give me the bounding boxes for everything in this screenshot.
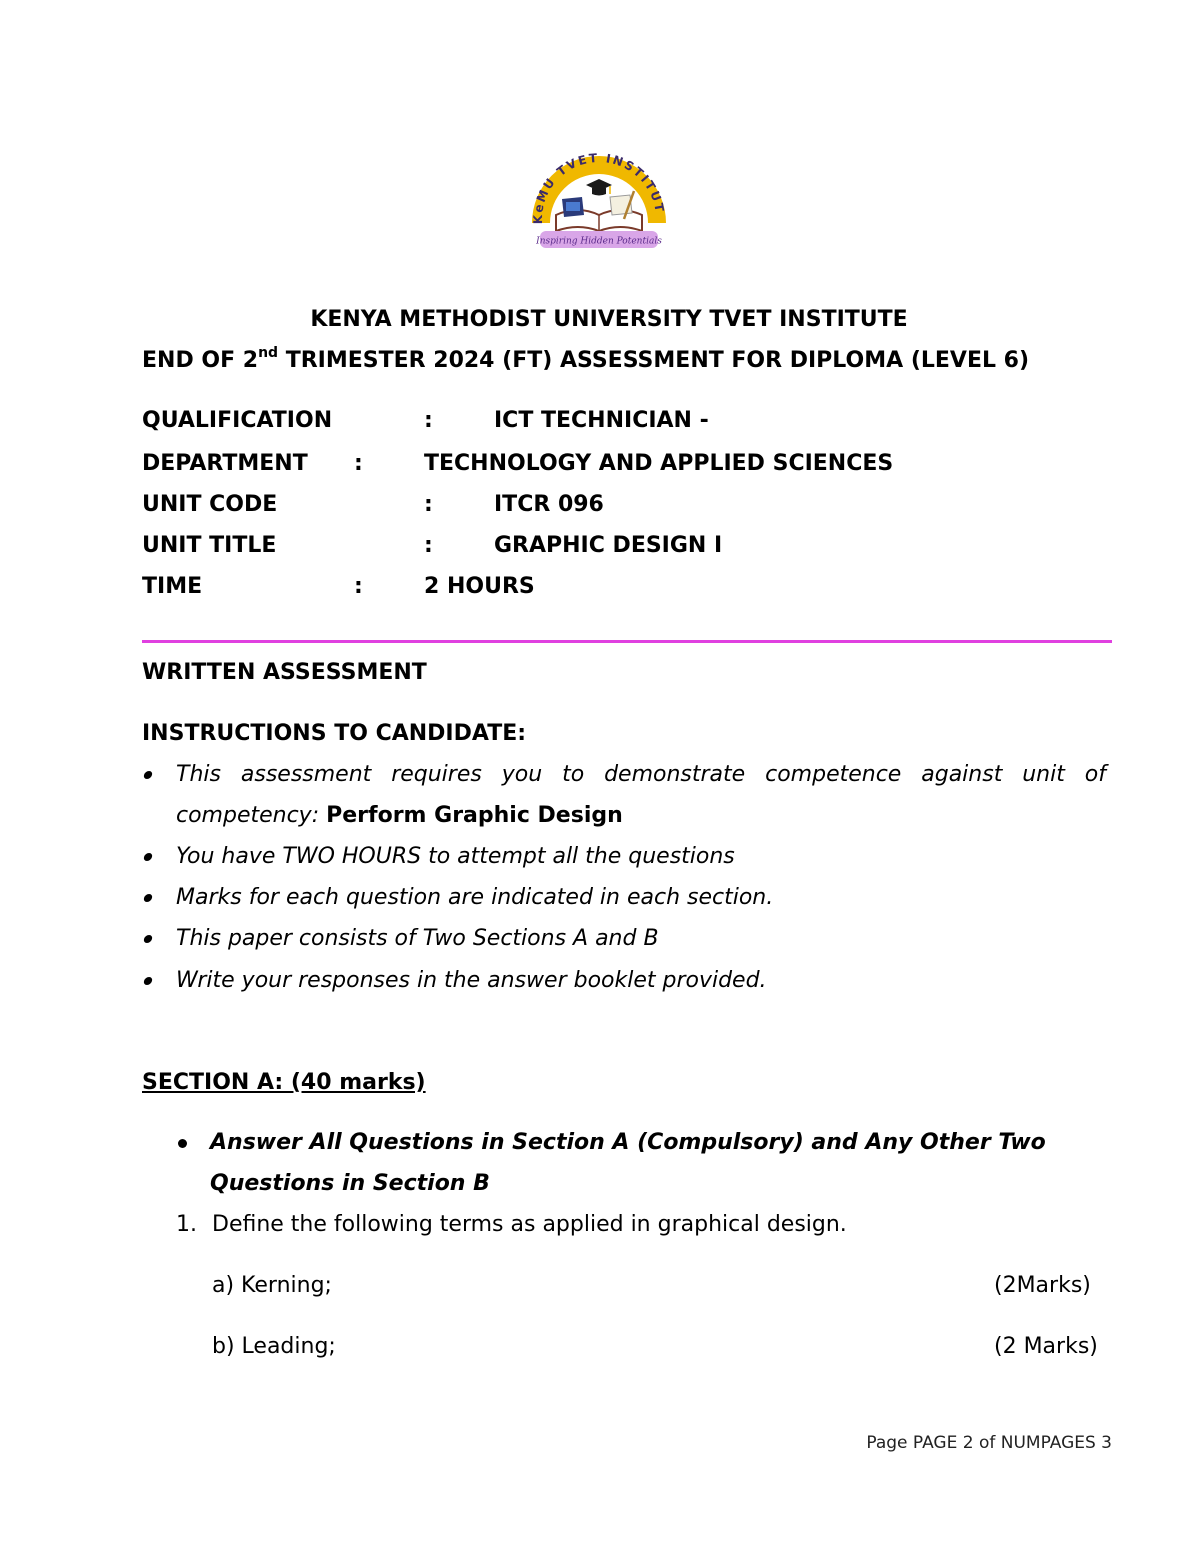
qualification-label: QUALIFICATION (142, 408, 333, 433)
bullet-icon (143, 853, 153, 861)
question-1b-marks: (2 Marks) (994, 1334, 1098, 1359)
section-a-title: SECTION A: (40 marks) (142, 1070, 426, 1095)
question-1a-marks: (2Marks) (994, 1273, 1091, 1298)
instruction-1-bold: Perform Graphic Design (326, 803, 623, 828)
unit-title-colon: : (424, 533, 433, 558)
qualification-value: ICT TECHNICIAN - (494, 408, 709, 433)
exam-title-suffix: TRIMESTER 2024 (FT) ASSESSMENT FOR DIPLOMA (LEVEL 6) (278, 348, 1030, 373)
section-a-note-line2: Questions in Section B (210, 1171, 490, 1196)
department-colon: : (354, 451, 363, 476)
instruction-2: You have TWO HOURS to attempt all the questions (176, 844, 735, 869)
time-label: TIME (142, 574, 203, 599)
section-a-note-line1: Answer All Questions in Section A (Compulsory) and Any Other Two (210, 1130, 1046, 1155)
bullet-icon (143, 977, 153, 985)
instruction-1-italic: competency: (176, 803, 327, 828)
question-1-text: Define the following terms as applied in graphical design. (212, 1212, 847, 1237)
assessment-title: WRITTEN ASSESSMENT (142, 660, 427, 685)
time-value: 2 HOURS (424, 574, 535, 599)
time-colon: : (354, 574, 363, 599)
unit-code-value: ITCR 096 (494, 492, 604, 517)
bullet-icon (143, 771, 153, 779)
question-1a-text: a) Kerning; (212, 1273, 332, 1298)
bullet-icon (143, 894, 153, 902)
question-1-number: 1. (176, 1212, 197, 1237)
section-divider (142, 640, 1112, 643)
bullet-icon (143, 935, 153, 943)
unit-title-label: UNIT TITLE (142, 533, 277, 558)
institution-name: KENYA METHODIST UNIVERSITY TVET INSTITUTE (310, 307, 908, 332)
page-number-footer: Page PAGE 2 of NUMPAGES 3 (866, 1433, 1112, 1453)
instruction-1-line2 (176, 801, 623, 831)
unit-title-value: GRAPHIC DESIGN I (494, 533, 723, 558)
instruction-5: Write your responses in the answer booklet provided. (176, 968, 767, 993)
unit-code-colon: : (424, 492, 433, 517)
exam-title-sup: nd (258, 344, 279, 361)
instruction-4: This paper consists of Two Sections A and B (176, 926, 659, 951)
unit-code-label: UNIT CODE (142, 492, 278, 517)
department-label: DEPARTMENT (142, 451, 308, 476)
bullet-icon (178, 1139, 187, 1148)
logo-tagline: Inspiring Hidden Potentials (536, 236, 662, 247)
instruction-1-line1: This assessment requires you to demonstrate competence against unit of (176, 762, 1106, 787)
question-1b-text: b) Leading; (212, 1334, 336, 1359)
department-value: TECHNOLOGY AND APPLIED SCIENCES (424, 451, 894, 476)
institute-logo (526, 139, 672, 251)
exam-title (142, 346, 1029, 376)
exam-title-prefix: END OF 2 (142, 348, 259, 373)
qualification-colon: : (424, 408, 433, 433)
instructions-heading: INSTRUCTIONS TO CANDIDATE: (142, 721, 527, 746)
instruction-3: Marks for each question are indicated in each section. (176, 885, 774, 910)
logo-ring-text: KeMU TVET INSTITUT (530, 150, 667, 225)
